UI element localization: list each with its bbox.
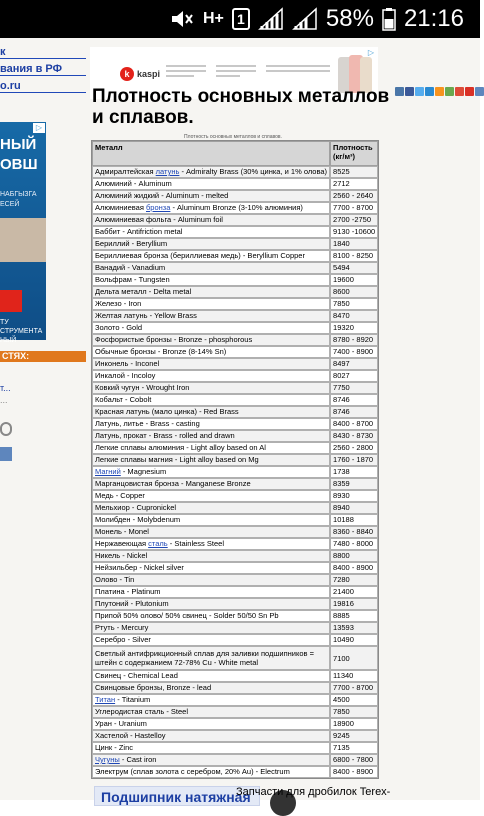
density-value: 7750: [330, 382, 378, 394]
battery-icon: [382, 7, 396, 31]
density-value: 7100: [330, 646, 378, 670]
kaspi-brand: kaspi: [137, 69, 161, 79]
table-row: [92, 298, 378, 310]
metal-name: Инконель - Inconel: [95, 359, 160, 368]
table-row: [92, 454, 378, 466]
ad-red-block: [0, 290, 22, 312]
sidebar-link-3[interactable]: о.ru: [0, 80, 21, 92]
density-value: 9130 -10600: [330, 226, 378, 238]
metal-cell: [92, 214, 330, 226]
metal-cell: [92, 574, 330, 586]
table-row: [92, 502, 378, 514]
metal-cell: [92, 250, 330, 262]
table-row: [92, 550, 378, 562]
density-value: 7400 - 8900: [330, 346, 378, 358]
metal-cell: [92, 298, 330, 310]
facebook-icon[interactable]: [405, 87, 414, 96]
table-row: [92, 406, 378, 418]
metal-link[interactable]: сталь: [148, 539, 168, 548]
table-header-row: [92, 141, 378, 166]
metal-name: Обычные бронзы - Bronze (8-14% Sn): [95, 347, 227, 356]
twitter-icon[interactable]: [415, 87, 424, 96]
metal-name: Цинк - Zinc: [95, 743, 133, 752]
metal-cell: [92, 622, 330, 634]
metal-cell: [92, 202, 330, 214]
ad-image: [0, 218, 46, 262]
density-value: 8940: [330, 502, 378, 514]
metal-cell: [92, 382, 330, 394]
table-row: [92, 586, 378, 598]
table-row: [92, 190, 378, 202]
density-table: [91, 140, 379, 779]
metal-name: Электрум (сплав золота с серебром, 20% Au) - Electrum: [95, 767, 290, 776]
vk-icon[interactable]: [395, 87, 404, 96]
ad-fine-print: [166, 65, 206, 83]
bottom-ad-text[interactable]: Запчасти для дробилок Terex-: [236, 786, 391, 798]
metal-name: Никель - Nickel: [95, 551, 148, 560]
metal-name: - Titanium: [115, 695, 151, 704]
density-value: 9245: [330, 730, 378, 742]
metal-link[interactable]: Титан: [95, 695, 116, 704]
table-row: [92, 634, 378, 646]
metal-cell: [92, 706, 330, 718]
metal-name: Латунь, литье - Brass - casting: [95, 419, 200, 428]
metal-name: Алюминиевая фольга - Aluminum foil: [95, 215, 223, 224]
metal-cell: [92, 598, 330, 610]
mute-icon: [169, 8, 195, 30]
signal-icon: [258, 7, 284, 31]
metal-cell: [92, 394, 330, 406]
metal-name: Молибден - Molybdenum: [95, 515, 181, 524]
table-row: [92, 610, 378, 622]
table-row: [92, 322, 378, 334]
metal-name: Алюминий жидкий - Aluminum - melted: [95, 191, 229, 200]
metal-cell: [92, 286, 330, 298]
ad-text: НАБГЫЗГА ЕСЕЙ: [0, 191, 37, 208]
table-row: [92, 742, 378, 754]
metal-name: Припой 50% олово/ 50% свинец - Solder 50/50 Sn Pb: [95, 611, 279, 620]
metal-name: Мельхиор - Cupronickel: [95, 503, 177, 512]
ad-choices-icon[interactable]: ▷: [365, 48, 377, 58]
table-row: [92, 526, 378, 538]
table-row: [92, 682, 378, 694]
metal-cell: [92, 670, 330, 682]
share-buttons: [395, 87, 484, 96]
table-row: [92, 562, 378, 574]
table-row: [92, 490, 378, 502]
kaspi-logo: [120, 67, 160, 81]
status-bar: [0, 0, 480, 38]
table-row: [92, 358, 378, 370]
metal-cell: [92, 442, 330, 454]
table-row: [92, 274, 378, 286]
table-row: [92, 754, 378, 766]
density-value: 8400 - 8900: [330, 766, 378, 778]
metal-name: Бериллий - Beryllium: [95, 239, 168, 248]
header-label: Плотность: [333, 143, 373, 152]
table-row: [92, 466, 378, 478]
metal-cell: [92, 646, 330, 670]
sidebar-text: ...: [0, 395, 8, 405]
metal-name: Бериллиевая бронза (бериллиевая медь) - Beryllium Copper: [95, 251, 305, 260]
ad-text: НЫЙ: [0, 136, 37, 153]
divider: [0, 58, 86, 59]
metal-cell: [92, 502, 330, 514]
table-row: [92, 430, 378, 442]
density-value: 7135: [330, 742, 378, 754]
table-row: [92, 418, 378, 430]
density-value: 8525: [330, 166, 378, 178]
table-row: [92, 178, 378, 190]
table-row: [92, 310, 378, 322]
metal-cell: [92, 190, 330, 202]
density-value: 19600: [330, 274, 378, 286]
metal-cell: [92, 454, 330, 466]
density-value: 10490: [330, 634, 378, 646]
metal-cell: [92, 742, 330, 754]
metal-name: Ванадий - Vanadium: [95, 263, 166, 272]
metal-cell: [92, 718, 330, 730]
density-value: 8400 - 8900: [330, 562, 378, 574]
metal-name: Ковкий чугун - Wrought Iron: [95, 383, 190, 392]
metal-link[interactable]: Магний: [95, 467, 121, 476]
metal-name: Кобальт - Cobolt: [95, 395, 152, 404]
density-value: 8360 - 8840: [330, 526, 378, 538]
metal-cell: [92, 406, 330, 418]
table-row: [92, 766, 378, 778]
metal-name: Светлый антифрикционный сплав для заливки подшипников = штейн с содержанием 72-78% Cu - White metal: [95, 649, 314, 667]
metal-cell: [92, 562, 330, 574]
metal-name: Плутоний - Plutonium: [95, 599, 169, 608]
density-value: 8600: [330, 286, 378, 298]
metal-name: - Cast iron: [119, 755, 157, 764]
density-value: 5494: [330, 262, 378, 274]
ad-fine-print: [216, 65, 256, 83]
page-title: Плотность основных металлов и сплавов.: [92, 86, 390, 128]
signal-icon-2: [292, 7, 318, 31]
density-value: 7700 - 8700: [330, 202, 378, 214]
metal-link[interactable]: латунь: [155, 167, 180, 176]
battery-percent: 58%: [325, 5, 374, 32]
odnoklassniki-icon[interactable]: [435, 87, 444, 96]
table-row: [92, 262, 378, 274]
table-row: [92, 706, 378, 718]
metal-cell: [92, 466, 330, 478]
density-value: 8359: [330, 478, 378, 490]
metal-cell: [92, 478, 330, 490]
metal-name: Свинец - Chemical Lead: [95, 671, 178, 680]
density-value: 8100 - 8250: [330, 250, 378, 262]
density-value: 6800 - 7800: [330, 754, 378, 766]
density-value: 2560 - 2800: [330, 442, 378, 454]
table-row: [92, 238, 378, 250]
density-value: 8885: [330, 610, 378, 622]
metal-name: Фосфористые бронзы - Bronze - phosphorous: [95, 335, 253, 344]
metal-name: Дельта металл - Delta metal: [95, 287, 192, 296]
table-row: [92, 442, 378, 454]
table-row: [92, 670, 378, 682]
table-row: [92, 478, 378, 490]
sidebar-ad[interactable]: [0, 122, 46, 344]
table-caption: Плотность основных металлов и сплавов.: [184, 134, 282, 140]
metal-name: Красная латунь (мало цинка) - Red Brass: [95, 407, 239, 416]
metal-name: - Aluminum Bronze (3-10% алюминия): [170, 203, 303, 212]
metal-cell: [92, 610, 330, 622]
metal-cell: [92, 682, 330, 694]
metal-cell: [92, 694, 330, 706]
density-value: 8746: [330, 406, 378, 418]
density-value: 2712: [330, 178, 378, 190]
table-row: [92, 598, 378, 610]
table-row: [92, 250, 378, 262]
metal-name: Золото - Gold: [95, 323, 143, 332]
density-value: 19320: [330, 322, 378, 334]
metal-name: Инкалой - Incoloy: [95, 371, 156, 380]
density-value: 8930: [330, 490, 378, 502]
density-value: 21400: [330, 586, 378, 598]
metal-name: Легкие сплавы магния - Light alloy based on Mg: [95, 455, 259, 464]
metal-name: Нержавеющая: [95, 539, 149, 548]
metal-name: Нейзильбер - Nickel silver: [95, 563, 184, 572]
density-value: 7280: [330, 574, 378, 586]
density-value: 4500: [330, 694, 378, 706]
metal-name: Платина - Platinum: [95, 587, 161, 596]
metal-cell: [92, 274, 330, 286]
metal-name: - Admiralty Brass (30% цинка, и 1% олова): [179, 167, 328, 176]
metal-name: Баббит - Antifriction metal: [95, 227, 183, 236]
metal-cell: [92, 418, 330, 430]
table-row: [92, 370, 378, 382]
metal-cell: [92, 370, 330, 382]
metal-name: Уран - Uranium: [95, 719, 147, 728]
metal-cell: [92, 766, 330, 778]
density-value: 7850: [330, 298, 378, 310]
circle-icon: [0, 422, 12, 436]
header-unit: (кг/м³): [333, 152, 356, 161]
metal-name: Монель - Monel: [95, 527, 149, 536]
metal-name: Хастелой - Hastelloy: [95, 731, 166, 740]
density-value: 8497: [330, 358, 378, 370]
table-row: [92, 574, 378, 586]
metal-cell: [92, 334, 330, 346]
metal-name: Алюминиевая: [95, 203, 146, 212]
ad-text: ОВШ: [0, 156, 38, 173]
table-row: [92, 694, 378, 706]
metal-cell: [92, 526, 330, 538]
density-value: 7480 - 8000: [330, 538, 378, 550]
metal-name: Олово - Tin: [95, 575, 135, 584]
metal-name: - Stainless Steel: [167, 539, 224, 548]
table-row: [92, 334, 378, 346]
table-row: [92, 346, 378, 358]
density-value: 8800: [330, 550, 378, 562]
mailru-icon[interactable]: [425, 87, 434, 96]
metal-name: Марганцовистая бронза - Manganese Bronze: [95, 479, 251, 488]
metal-cell: [92, 358, 330, 370]
sidebar-link-2[interactable]: вания в РФ: [0, 63, 63, 75]
density-value: 1738: [330, 466, 378, 478]
table-row: [92, 394, 378, 406]
table-row: [92, 514, 378, 526]
metal-name: Желтая латунь - Yellow Brass: [95, 311, 197, 320]
density-value: 19816: [330, 598, 378, 610]
metal-cell: [92, 538, 330, 550]
related-article-title[interactable]: Подшипник натяжная: [101, 789, 251, 805]
density-value: 1760 - 1870: [330, 454, 378, 466]
metal-cell: [92, 178, 330, 190]
metal-cell: [92, 490, 330, 502]
metal-name: Легкие сплавы алюминия - Light alloy based on Al: [95, 443, 266, 452]
divider: [0, 92, 86, 93]
table-row: [92, 166, 378, 178]
status-icons: [169, 0, 480, 38]
metal-name: Алюминий - Aluminum: [95, 179, 172, 188]
metal-cell: [92, 262, 330, 274]
metal-cell: [92, 634, 330, 646]
header-label: Металл: [95, 143, 123, 152]
table-row: [92, 382, 378, 394]
metal-name: Ртуть - Mercury: [95, 623, 149, 632]
density-value: 7850: [330, 706, 378, 718]
table-row: [92, 730, 378, 742]
metal-link[interactable]: Чугуны: [95, 755, 120, 764]
metal-name: Медь - Copper: [95, 491, 145, 500]
metal-name: Адмиралтейская: [95, 167, 156, 176]
sim-icon: 1: [232, 8, 250, 30]
table-row: [92, 646, 378, 670]
metal-name: - Magnesium: [120, 467, 167, 476]
table-row: [92, 202, 378, 214]
density-value: 13593: [330, 622, 378, 634]
table-row: [92, 718, 378, 730]
left-sidebar: [0, 38, 88, 800]
density-value: 8400 - 8700: [330, 418, 378, 430]
ad-fine-print: [298, 65, 330, 83]
ad-text: ТУ СТРУМЕНТА НЫЙ: [0, 319, 43, 344]
density-value: 1840: [330, 238, 378, 250]
metal-cell: [92, 730, 330, 742]
density-value: 8430 - 8730: [330, 430, 378, 442]
metal-cell: [92, 514, 330, 526]
network-type: H+: [202, 10, 224, 27]
share-icon[interactable]: [465, 87, 474, 96]
density-value: 2560 - 2640: [330, 190, 378, 202]
table-row: [92, 538, 378, 550]
table-row: [92, 226, 378, 238]
metal-cell: [92, 322, 330, 334]
density-value: 8470: [330, 310, 378, 322]
table-row: [92, 214, 378, 226]
clock: 21:16: [403, 5, 464, 32]
metal-cell: [92, 226, 330, 238]
sidebar-link-1[interactable]: к: [0, 46, 6, 58]
section-header: СТЯХ:: [0, 351, 86, 362]
density-value: 18900: [330, 718, 378, 730]
column-header-metal: [92, 141, 330, 166]
metal-cell: [92, 238, 330, 250]
density-value: 10188: [330, 514, 378, 526]
metal-cell: [92, 550, 330, 562]
blue-thumbnail[interactable]: [0, 447, 12, 461]
web-page[interactable]: [0, 38, 480, 805]
metal-cell: [92, 310, 330, 322]
metal-name: Железо - Iron: [95, 299, 142, 308]
metal-cell: [92, 166, 330, 178]
divider: [0, 75, 86, 76]
metal-name: Латунь, прокат - Brass - rolled and drawn: [95, 431, 235, 440]
share-icon[interactable]: [445, 87, 454, 96]
main-content: [90, 38, 480, 805]
kaspi-icon: k: [120, 67, 134, 81]
metal-name: Углеродистая сталь - Steel: [95, 707, 189, 716]
metal-cell: [92, 586, 330, 598]
metal-name: Свинцовые бронзы, Bronze - lead: [95, 683, 212, 692]
table-row: [92, 286, 378, 298]
google-plus-icon[interactable]: [455, 87, 464, 96]
share-icon[interactable]: [475, 87, 484, 96]
ad-choices-icon[interactable]: ▷: [33, 123, 45, 133]
table-row: [92, 622, 378, 634]
density-value: 8027: [330, 370, 378, 382]
sidebar-article-link[interactable]: т...: [0, 383, 11, 393]
density-value: 7700 - 8700: [330, 682, 378, 694]
metal-link[interactable]: бронза: [145, 203, 171, 212]
metal-cell: [92, 346, 330, 358]
density-value: 8746: [330, 394, 378, 406]
metal-name: Серебро - Silver: [95, 635, 151, 644]
metal-cell: [92, 754, 330, 766]
metal-name: Вольфрам - Tungsten: [95, 275, 170, 284]
density-value: 2700 -2750: [330, 214, 378, 226]
metal-cell: [92, 430, 330, 442]
density-value: 11340: [330, 670, 378, 682]
density-value: 8780 - 8920: [330, 334, 378, 346]
column-header-density: [330, 141, 378, 166]
